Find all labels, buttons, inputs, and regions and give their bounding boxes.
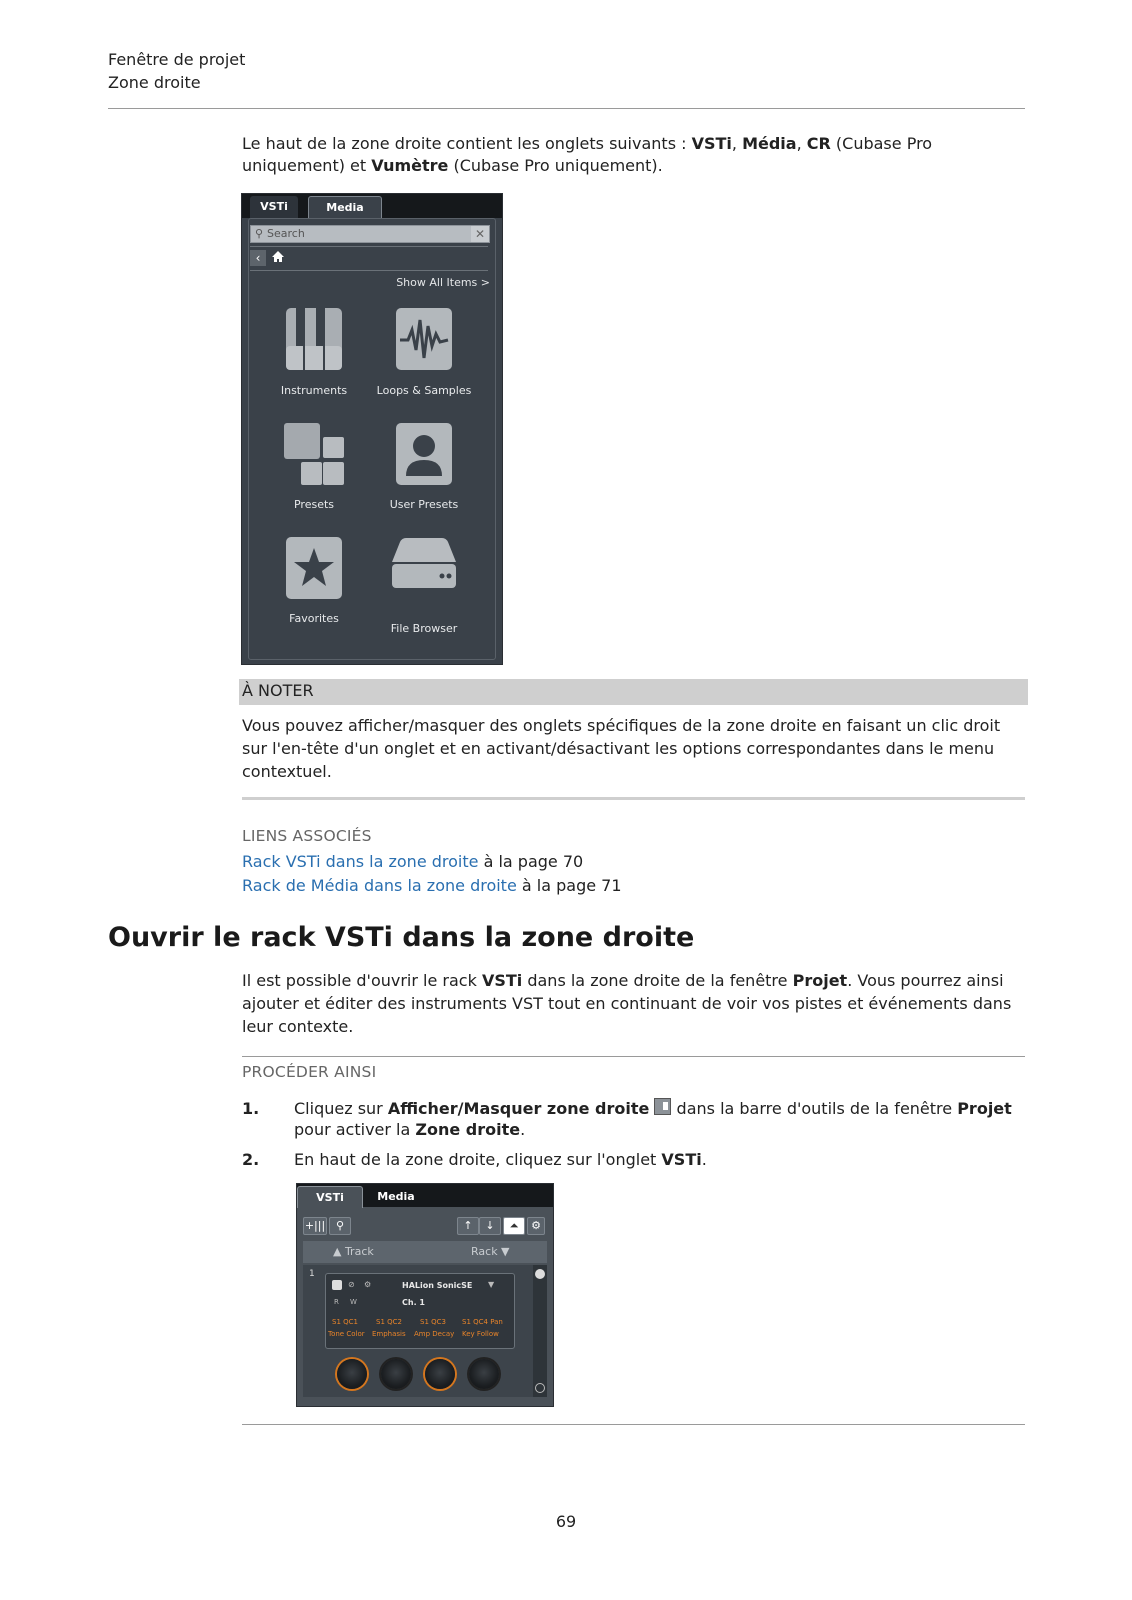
search-input[interactable] [250,225,490,243]
emphasis: Afficher/Masquer zone droite [387,1099,650,1118]
intro-vsti: VSTi [691,134,732,153]
running-header-chapter: Fenêtre de projet [108,50,246,69]
column-rack[interactable]: Rack ▼ [471,1245,510,1258]
tile-label: File Browser [390,622,458,635]
step-number: 1. [242,1099,260,1118]
tile-presets[interactable] [274,422,354,511]
procedure-rule [242,1056,1025,1057]
note-line-3: contextuel. [242,762,332,781]
intro-media: Média [742,134,797,153]
section-end-rule [242,1424,1025,1425]
text: dans la zone droite de la fenêtre [522,971,793,990]
page-ref: à la page 70 [478,852,584,871]
note-header [239,679,1028,705]
instrument-name: HALion SonicSE [402,1281,473,1290]
add-instrument-icon[interactable]: +||| [303,1217,327,1235]
intro-text: uniquement) et [242,156,372,175]
quick-control-knob[interactable] [337,1359,367,1389]
search-icon: ⚲ [254,227,264,240]
waveform-icon [394,306,454,372]
instrument-slot[interactable] [325,1273,515,1349]
rack-column-header [303,1241,547,1263]
column-track[interactable]: ▲ Track [333,1245,374,1258]
note-line-1: Vous pouvez afficher/masquer des onglets spécifiques de la zone droite en faisant un clic droit [242,716,1001,735]
text: En haut de la zone droite, cliquez sur l'onglet [294,1150,662,1169]
related-link[interactable]: Rack de Média dans la zone droite [242,876,517,895]
tile-loops-samples[interactable] [376,306,472,397]
text: Cliquez sur [294,1099,388,1118]
tile-label: Instruments [280,384,348,397]
quick-control-name: Tone Color [328,1330,365,1338]
quick-control-knob[interactable] [469,1359,499,1389]
intro-vumetre: Vumètre [371,156,449,175]
user-icon [394,422,454,486]
chevron-down-icon[interactable]: ▼ [488,1280,495,1289]
media-panel-screenshot [241,193,503,665]
tab-media[interactable]: Media [308,196,382,219]
scrollbar[interactable] [533,1265,547,1397]
tab-vsti[interactable]: VSTi [297,1186,363,1208]
note-rule [242,797,1025,800]
section-paragraph-line-2: ajouter et éditer des instruments VST tout en continuant de voir vos pistes et événements dans [242,994,1012,1013]
page-number: 69 [555,1512,577,1531]
related-link-row [242,875,622,897]
running-header-section: Zone droite [108,73,201,92]
collapse-icon[interactable]: ⏶ [503,1217,525,1235]
divider [250,246,488,247]
bypass-icon[interactable]: ⊘ [348,1280,355,1289]
power-icon[interactable] [332,1280,342,1290]
related-link[interactable]: Rack VSTi dans la zone droite [242,852,479,871]
intro-sep: , [731,134,743,153]
header-rule [108,108,1025,109]
page-ref: à la page 71 [516,876,622,895]
text: dans la barre d'outils de la fenêtre [671,1099,958,1118]
tile-file-browser[interactable] [384,536,464,635]
media-panel-tabbar [242,194,502,218]
rack-tabbar [297,1184,553,1207]
gear-icon[interactable]: ⚙ [527,1217,545,1235]
show-all-items-link[interactable]: Show All Items > [396,276,490,289]
quick-control-label: S1 QC3 [420,1318,446,1326]
step-2-line [294,1149,707,1171]
quick-control-name: Amp Decay [414,1330,455,1338]
arrow-down-icon[interactable]: ↓ [479,1217,501,1235]
search-icon[interactable]: ⚲ [329,1217,351,1235]
note-line-2: sur l'en-tête d'un onglet et en activant/désactivant les options correspondantes dans le menu [242,739,995,758]
text: . [701,1150,707,1169]
quick-control-name: Key Follow [462,1330,499,1338]
step-1-line-1 [294,1098,1012,1120]
read-icon[interactable]: R [334,1298,339,1306]
clock-icon[interactable] [535,1383,545,1393]
back-icon[interactable]: ‹ [250,250,266,266]
emphasis: Projet [957,1099,1012,1118]
star-icon [284,536,344,600]
intro-paragraph [242,133,1032,177]
arrow-up-icon[interactable]: ↑ [457,1217,479,1235]
tile-label: Favorites [289,612,339,625]
quick-control-knob[interactable] [381,1359,411,1389]
quick-control-label: S1 QC4 Pan [462,1318,503,1326]
scroll-up-icon[interactable] [535,1269,545,1279]
presets-grid-icon [283,422,345,486]
write-icon[interactable]: W [350,1298,357,1306]
tile-favorites[interactable] [274,536,354,625]
text: . [520,1120,526,1139]
emphasis: Zone droite [415,1120,521,1139]
procedure-title: PROCÉDER AINSI [242,1063,377,1081]
tab-vsti[interactable]: VSTi [250,196,298,218]
section-heading: Ouvrir le rack VSTi dans la zone droite [108,922,695,953]
emphasis: VSTi [661,1150,702,1169]
tab-media[interactable]: Media [377,1190,415,1203]
home-icon[interactable] [270,250,286,266]
quick-control-label: S1 QC2 [376,1318,402,1326]
text: Il est possible d'ouvrir le rack [242,971,482,990]
tile-user-presets[interactable] [384,422,464,511]
emphasis: Projet [792,971,848,990]
section-paragraph-line-3: leur contexte. [242,1017,354,1036]
text: . Vous pourrez ainsi [847,971,1004,990]
divider [250,270,488,271]
slot-number: 1 [309,1269,315,1279]
quick-control-name: Emphasis [372,1330,406,1338]
related-links-title: LIENS ASSOCIÉS [242,827,372,845]
step-1-line-2 [294,1119,525,1141]
settings-icon[interactable]: ⚙ [364,1280,372,1289]
text: pour activer la [294,1120,416,1139]
section-paragraph-line-1 [242,970,1004,992]
intro-cr: CR [806,134,831,153]
quick-control-label: S1 QC1 [332,1318,358,1326]
emphasis: VSTi [481,971,523,990]
related-link-row [242,851,583,873]
intro-text: (Cubase Pro uniquement). [448,156,663,175]
vsti-rack-screenshot [296,1183,554,1407]
intro-text: (Cubase Pro [830,134,933,153]
piano-keys-icon [284,306,344,372]
clear-icon[interactable]: ✕ [471,226,489,242]
tile-instruments[interactable] [274,306,354,397]
search-placeholder: Search [267,227,305,240]
step-number: 2. [242,1150,260,1169]
tile-label: Loops & Samples [376,384,472,397]
tile-label: User Presets [389,498,459,511]
tile-label: Presets [293,498,335,511]
channel-label: Ch. 1 [402,1298,425,1307]
quick-control-knob[interactable] [425,1359,455,1389]
intro-text: Le haut de la zone droite contient les onglets suivants : [242,134,692,153]
intro-sep: , [796,134,807,153]
show-hide-right-zone-icon [654,1098,671,1115]
note-title: À NOTER [242,681,314,700]
drive-icon [390,536,458,590]
